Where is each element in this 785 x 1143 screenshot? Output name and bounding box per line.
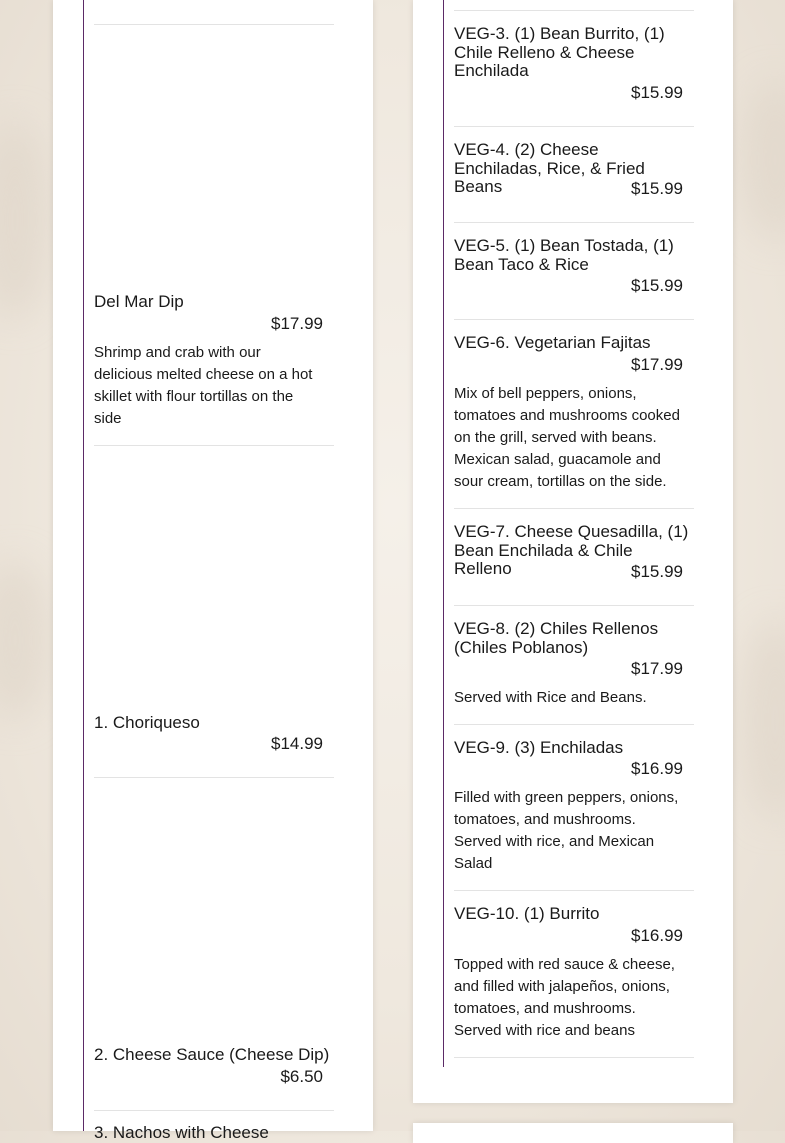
item-name: Del Mar Dip <box>94 292 184 311</box>
item-name: VEG-4. (2) Cheese Enchiladas, Rice, & Fried Beans <box>454 140 645 196</box>
item-divider <box>454 319 694 320</box>
item-price: $15.99 <box>631 179 683 198</box>
item-price: $15.99 <box>631 83 683 102</box>
background-blur <box>740 620 785 820</box>
item-description: Topped with red sauce & cheese, and filled with jalapeños, onions, tomatoes, and mushrooms. Served with rice and beans <box>454 956 675 1039</box>
item-description: Shrimp and crab with our delicious melted cheese on a hot skillet with flour tortillas on the side <box>94 344 313 427</box>
background-blur <box>0 560 50 720</box>
item-name: VEG-8. (2) Chiles Rellenos (Chiles Poblanos) <box>454 619 659 657</box>
item-name: VEG-3. (1) Bean Burrito, (1) Chile Relleno & Cheese Enchilada <box>454 24 665 80</box>
item-price: $6.50 <box>280 1067 323 1086</box>
menu-column-next <box>413 1123 733 1143</box>
item-price: $15.99 <box>631 562 683 581</box>
item-divider <box>454 126 694 127</box>
menu-column-left <box>53 0 373 1142</box>
item-name: VEG-7. Cheese Quesadilla, (1) Bean Enchilada & Chile Relleno <box>454 522 689 578</box>
item-divider <box>94 24 334 25</box>
accent-line <box>443 0 444 1067</box>
item-divider <box>454 10 694 11</box>
item-name: VEG-10. (1) Burrito <box>454 904 600 923</box>
item-divider <box>94 777 334 778</box>
background-blur <box>740 80 785 240</box>
item-name: 3. Nachos with Cheese <box>94 1123 269 1142</box>
item-description: Mix of bell peppers, onions, tomatoes and mushrooms cooked on the grill, served with beans. Mexican salad, guacamole and sour cream, tortillas on the side. <box>454 385 680 490</box>
item-name: 1. Choriqueso <box>94 713 200 732</box>
item-divider <box>94 1110 334 1111</box>
item-price: $17.99 <box>631 355 683 374</box>
item-price: $14.99 <box>271 734 323 753</box>
item-divider <box>454 1057 694 1058</box>
item-description: Served with Rice and Beans. <box>454 689 647 706</box>
item-divider <box>454 890 694 891</box>
item-divider <box>454 222 694 223</box>
item-name: VEG-5. (1) Bean Tostada, (1) Bean Taco & Rice <box>454 236 674 274</box>
item-divider <box>454 605 694 606</box>
item-price: $15.99 <box>631 276 683 295</box>
item-divider <box>454 724 694 725</box>
item-name: VEG-6. Vegetarian Fajitas <box>454 333 651 352</box>
item-divider <box>94 445 334 446</box>
item-divider <box>454 508 694 509</box>
item-price: $16.99 <box>631 759 683 778</box>
item-price: $17.99 <box>631 659 683 678</box>
item-name: 2. Cheese Sauce (Cheese Dip) <box>94 1045 330 1064</box>
item-price: $16.99 <box>631 926 683 945</box>
menu-column-right <box>413 0 733 1103</box>
item-price: $17.99 <box>271 314 323 333</box>
accent-line <box>83 0 84 1131</box>
item-name: VEG-9. (3) Enchiladas <box>454 738 624 757</box>
item-description: Filled with green peppers, onions, tomatoes, and mushrooms. Served with rice, and Mexican Salad <box>454 789 679 872</box>
background-blur <box>0 120 50 320</box>
